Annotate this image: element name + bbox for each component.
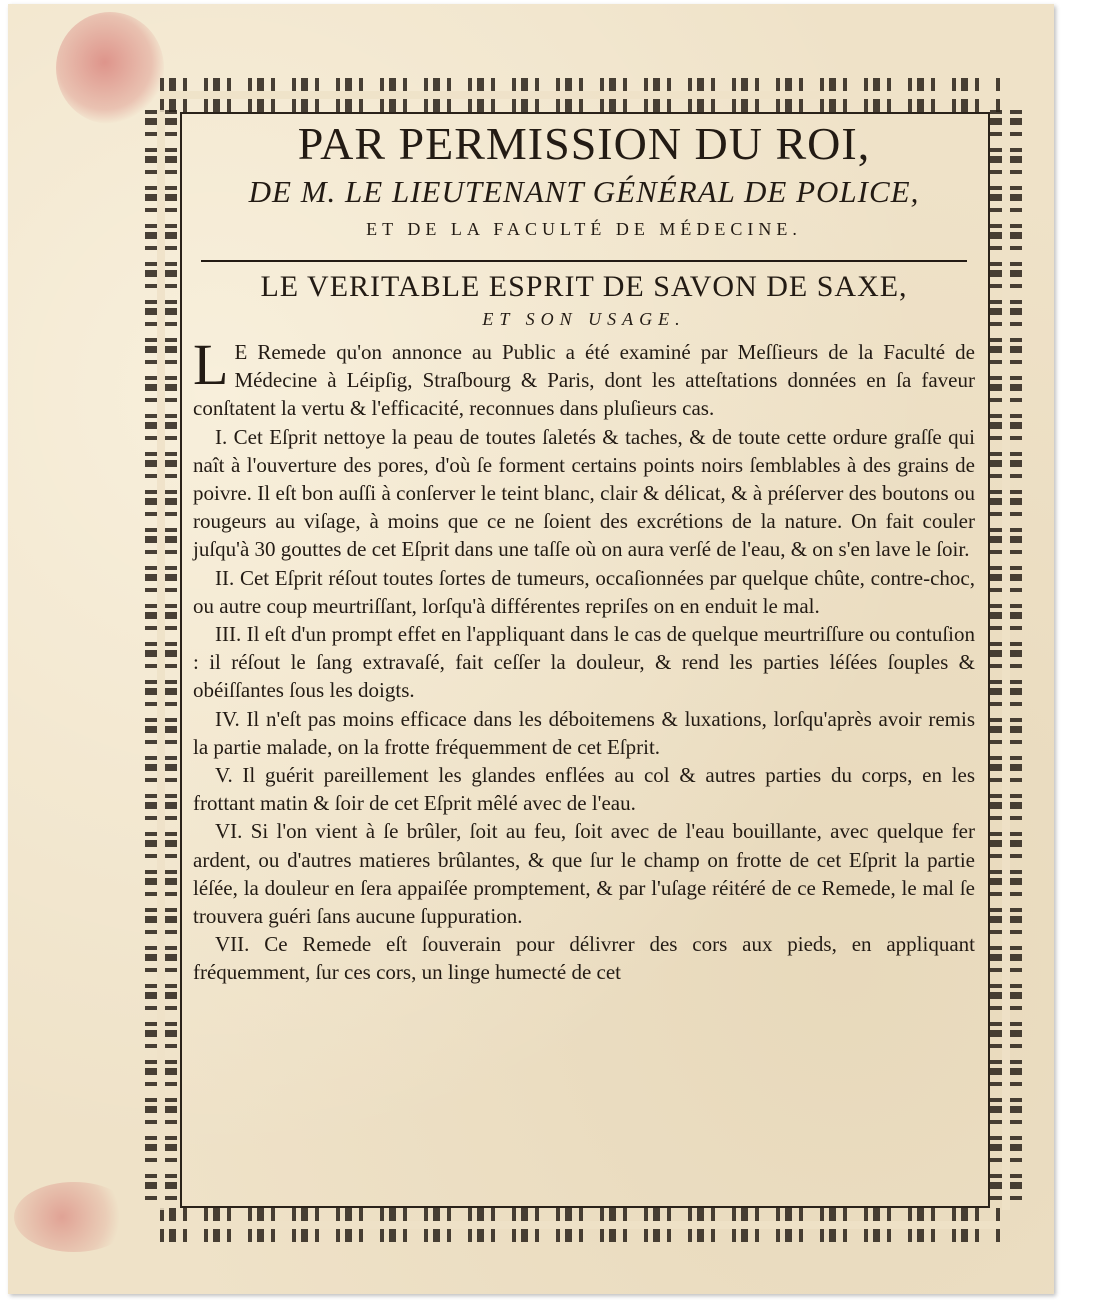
section-subheading: ET SON USAGE. [482, 309, 686, 329]
title-line-3: ET DE LA FACULTÉ DE MÉDECINE. [366, 219, 802, 239]
paragraph-intro [193, 332, 975, 423]
paragraph-ii: II. Cet Eſprit réſout toutes ſortes de tumeurs, occaſionnées par quelque chûte, contre-choc, ou autre coup meurtriſſant, lorſqu'à différentes repriſes on en enduit le mal. [193, 565, 975, 618]
ornamental-border-top [160, 78, 1000, 112]
paragraph-text: E Remede qu'on annonce au Public a été examiné par Meſſieurs de la Faculté de Médecine à Léipſig, Straſbourg & Paris, dont les atteſtations données en ſa faveur conſtatent la vertu & l'efficacité, reconnues dans pluſieurs cas. [193, 340, 975, 421]
paragraph-v: V. Il guérit pareillement les glandes enflées au col & autres parties du corps, en les frottant matin & ſoir de cet Eſprit mêlé avec de l'eau. [193, 763, 975, 816]
body-text [193, 332, 975, 987]
red-stain [14, 1182, 134, 1252]
red-stain [56, 12, 164, 124]
document-body [193, 114, 975, 987]
title-line-2: DE M. LE LIEUTENANT GÉNÉRAL DE POLICE, [248, 174, 920, 209]
horizontal-rule [201, 260, 967, 262]
paragraph-vi: VI. Si l'on vient à ſe brûler, ſoit au feu, ſoit avec de l'eau bouillante, avec quelque fer ardent, ou d'autres matieres brûlantes, & que ſur le champ on frotte de cet Eſprit la partie léſée, la douleur en ſera appaiſée promptement, & par l'uſage réitéré de ce Remede, le mal ſe trouvera guéri ſans aucune ſuppuration. [193, 819, 975, 929]
section-heading: LE VERITABLE ESPRIT DE SAVON DE SAXE, [260, 270, 908, 303]
paragraph-iv: IV. Il n'eſt pas moins efficace dans les déboitemens & luxations, lorſqu'après avoir remis la partie malade, on la frotte fréquemment de cet Eſprit. [193, 706, 975, 759]
ornamental-border-right [990, 110, 1022, 1210]
ornamental-border-left [145, 110, 177, 1210]
drop-cap: L [193, 332, 229, 397]
paragraph-iii: III. Il eſt d'un prompt effet en l'appliquant dans le cas de quelque meurtriſſure ou contuſion : il réſout le ſang extravaſé, fait ceſſer la douleur, & rend les parties léſées ſouples & obéiſſantes ſous les doigts. [193, 622, 975, 703]
ornamental-border-bottom [160, 1208, 1000, 1242]
paragraph-i: I. Cet Eſprit nettoye la peau de toutes ſaletés & taches, & de toute cette ordure graſſe qui naît à l'ouverture des pores, d'où ſe forment certains points noirs ſemblables à des grains de poivre. Il eſt bon auſſi à conſerver le teint blanc, clair & délicat, & à préſerver des boutons ou rougeurs au viſage, à moins que ce ne ſoient des excrétions de la nature. On fait couler juſqu'à 30 gouttes de cet Eſprit dans une taſſe où on aura verſé de l'eau, & on s'en lave le ſoir. [193, 424, 975, 562]
paragraph-vii: VII. Ce Remede eſt ſouverain pour délivrer des cors aux pieds, en appliquant fréquemment, ſur ces cors, un linge humecté de cet [193, 932, 975, 985]
title-line-1: PAR PERMISSION DU ROI, [297, 118, 871, 169]
